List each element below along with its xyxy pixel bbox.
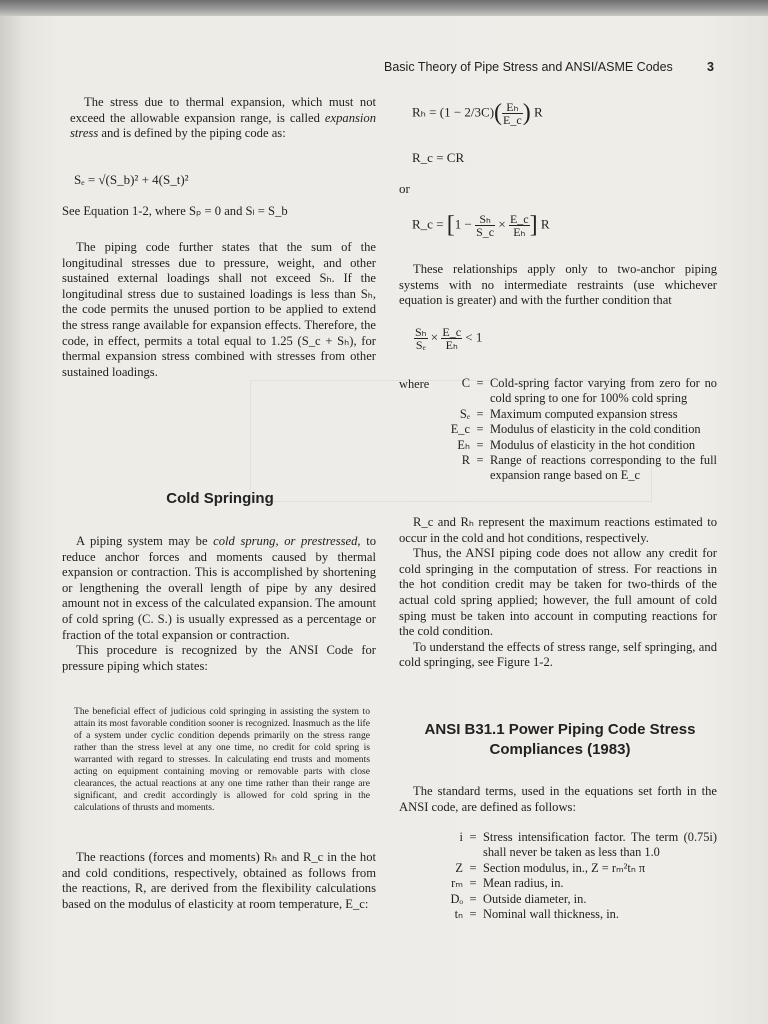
b31-heading: ANSI B31.1 Power Piping Code Stress Compliances (1983) (424, 721, 696, 758)
condition-inequality: $\frac{\text{Sₕ}}{\text{Sₑ}}$ × $\frac{E\_c}{\text{Eₕ}}$ < 1 (415, 325, 483, 352)
equation-se: Sₑ = √(S_b)² + 4(S_t)² (74, 172, 189, 187)
term-row: tₙ = Nominal wall thickness, in. (454, 907, 619, 922)
term-row: i = Stress intensification factor. The term (0.75i) shall never be taken as less than 1.0 (459, 830, 717, 860)
cold-sprung-paragraph: A piping system may be cold sprung, or prestressed, to reduce anchor forces and moments caused by thermal expansion or contraction. This is accomplished by shortening or lengthening the overall length of pipe by any desired amount not in excess of the calculated expansion. The amount of cold spring (C. S.) is usually expressed as a percentage or fraction of the total expansion or contraction. This procedure is recognized by the ANSI Code for pressure piping which states: (62, 534, 376, 673)
relationships-paragraph: These relationships apply only to two-anchor piping systems with no intermediate restraints (use whichever equation is greater) and with the further condition that (399, 262, 717, 308)
symbol-definitions (425, 376, 717, 484)
definition-row: C = Cold-spring factor varying from zero for no cold spring to one for 100% cold spring (461, 376, 717, 406)
page-number: 3 (707, 60, 714, 74)
equation-rc-alt: R_c = [1 − $\frac{\text{Sₕ}}{S\_c}$ × $\frac{E\_c}{\text{Eₕ}}$ ] R (412, 212, 550, 239)
reactions-paragraph: The reactions (forces and moments) Rₕ and R_c in the hot and cold conditions, respectively, obtained as follows from the reactions, R, are derived from the flexibility calculations based on the modulus of elasticity at room temperature, E_c: (62, 850, 376, 911)
definition-row: R = Range of reactions corresponding to the full expansion range based on E_c (461, 453, 717, 483)
ansi-quote: The beneficial effect of judicious cold springing in assisting the system to attain its most favorable condition sooner is recognized. Inasmuch as the life of a system under cyclic condition depends primarily on the stress range rather than the stress level at any one time, no credit for cold spring is warranted with regard to stresses. In calculating end trusts and moments acting on equipment containing moving or removable parts with close clearances, the actual reactions at any one time rather than their range are significant, and credit accordingly is allowed for cold spring in the calculations of thrusts and moments. (74, 706, 370, 813)
definition-row: Sₑ = Maximum computed expansion stress (459, 406, 678, 421)
recognized-paragraph: This procedure is recognized by the ANSI Code for pressure piping which states: (62, 643, 376, 673)
expansion-stress-term: expansion stress (70, 110, 376, 141)
term-row: rₘ = Mean radius, in. (451, 876, 564, 891)
scanner-edge (0, 0, 768, 16)
equation-note: See Equation 1-2, where Sₚ = 0 and Sₗ = S_b (62, 204, 288, 218)
running-header (384, 60, 714, 74)
reactions-explanation: R_c and Rₕ represent the maximum reactions estimated to occur in the cold and hot conditions, respectively. Thus, the ANSI piping code does not allow any credit for cold springing in the computation of stress. For reactions in the hot condition credit may be taken for two-thirds of the actual cold spring applied; however, the full amount of cold sping must be taken into account in computing reactions for the cold condition. To understand the effects of stress range, self springing, and cold springing, see Figure 1-2. (399, 515, 717, 670)
or-label: or (399, 181, 410, 196)
where-label: where (399, 377, 430, 391)
term-row: Dₒ = Outside diameter, in. (450, 891, 587, 906)
equation-rh: Rₕ = (1 − 2/3C)( $\frac{\text{Eₕ}}{E\_c}$ ) R (412, 100, 543, 127)
longitudinal-stress-paragraph: The piping code further states that the sum of the longitudinal stresses due to pressure, weight, and other sustained external loadings shall not exceed Sₕ. If the longitudinal stress due to sustained loadings is less than Sₕ, the code permits the unused portion to be applied to extend the stress range available for expansion effects. Therefore, the code, in effect, permits a total equal to 1.25 (S_c + Sₕ), for thermal expansion stress combined with stresses from other sustained loadings. (62, 240, 376, 379)
intro-paragraph: The stress due to thermal expansion, which must not exceed the allowable expansion range, is called expansion stress and is defined by the piping code as: (70, 95, 376, 141)
equation-rc: R_c = CR (412, 150, 465, 165)
definition-row: E_c = Modulus of elasticity in the cold condition (450, 422, 701, 437)
standard-terms-paragraph: The standard terms, used in the equations set forth in the ANSI code, are defined as follows: (399, 784, 717, 814)
term-row: Z = Section modulus, in., Z = rₘ²tₙ π (455, 860, 646, 875)
running-title: Basic Theory of Pipe Stress and ANSI/ASME Codes (384, 60, 673, 74)
term-definitions (418, 830, 717, 922)
definition-row: Eₕ = Modulus of elasticity in the hot condition (457, 437, 696, 452)
cold-springing-heading: Cold Springing (166, 490, 274, 507)
